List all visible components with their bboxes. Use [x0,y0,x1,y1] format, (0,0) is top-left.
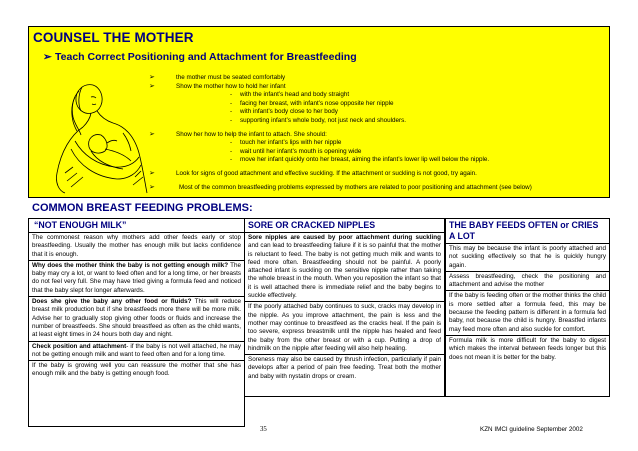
paragraph: Check position and attachment- if the baby is not well attached, he may not be getting enough milk and want to feed often and for a long time. [29,342,244,362]
column-title: “NOT ENOUGH MILK” [29,219,244,233]
sub-item: - with the infant’s head and body straight [230,91,350,99]
arrow-bullet-icon: ➢ [149,74,155,81]
column-title: SORE OR CRACKED NIPPLES [245,219,444,233]
paragraph: The commonest reason why mothers add other feeds early or stop breastfeeding. Usually the mother has enough milk but lacks confidence that it is enough. [29,233,244,261]
bullet-item: ➢ the mother must be seated comfortably [149,74,286,81]
positioning-bullets [149,74,609,192]
bullet-item: ➢ Show her how to help the infant to attach. She should: [149,130,327,138]
page-number: 35 [260,426,267,433]
sub-item: - with infant’s body close to her body [230,108,338,116]
sub-item: - wait until her infant’s mouth is opening wide [230,147,362,155]
bullet-item: ➢ Show the mother how to hold her infant [149,82,286,90]
counsel-box [28,26,610,198]
sub-item: - supporting infant’s whole body, not just neck and shoulders. [230,116,407,124]
paragraph: Formula milk is more difficult for the baby to digest which makes the interval between feeds longer but this does not mean it is better for the baby. [449,336,606,361]
paragraph: This may be because the infant is poorly attached and not suckling effectively so that he is quickly hungry again. [446,244,609,272]
arrow-bullet-icon: ➢ [149,169,155,177]
page-title: COUNSEL THE MOTHER [33,30,194,45]
arrow-bullet-icon: ➢ [43,51,52,63]
document-page [28,26,612,436]
paragraph: Sore nipples are caused by poor attachment during suckling and can lead to breastfeeding failure if it is so painful that the mother is reluctant to feed. The baby is not getting much milk and wants to feed more often. Breastfeeding should not be painful. A poorly attached infant is suckling on the sensitive nipple rather than taking the whole breast in the mouth. When you reposition the infant so that it is well attached there is immediate relief and the baby begins to suckle effectively. [245,233,444,302]
paragraph: If the baby is growing well you can reassure the mother that she has enough milk and the baby is getting enough food. [32,362,241,378]
footer-text: KZN IMCI guideline September 2002 [480,426,583,433]
not-enough-milk-column [28,218,245,427]
paragraph: If the poorly attached baby continues to suck, cracks may develop in the nipple. As you improve attachment, the pain is less and the mother may continue to breastfeed as the cracks heal. If the pain is too severe, express breastmilk until the nipple has healed and feed the baby from the other breast or with a cup. Putting a drop of hindmilk on the nipple after feeding will also help healing. [245,302,444,355]
paragraph: Why does the mother think the baby is not getting enough milk? The baby may cry a lot, or want to feed often and for a long time, or her breasts do not feel very full. She may have tried giving a formula feed and noticed that the baby slept for longer afterwards. [29,261,244,297]
arrow-bullet-icon: ➢ [149,183,155,191]
sore-nipples-column [244,218,445,397]
subtitle-text: Teach Correct Positioning and Attachment for Breastfeeding [55,51,357,63]
paragraph: Does she give the baby any other food or fluids? This will reduce breast milk production but if she breastfeeds more there will be more milk. Advise her to gradually stop giving other foods or fluids and increase the number of breastfeeds. She should breastfeed as often as the child wants, at least eight times in 24 hours both day and night. [29,297,244,341]
arrow-bullet-icon: ➢ [149,82,155,90]
section-subtitle [43,51,357,63]
paragraph: Soreness may also be caused by thrush infection, particularly if pain develops after a period of pain free feeding. Treat both the mother and baby with nystatin drops or cream. [248,356,441,380]
common-problems-heading: COMMON BREAST FEEDING PROBLEMS: [32,202,253,214]
feeds-often-column [445,218,610,397]
paragraph: Assess breastfeeding, check the positioning and attachment and advise the mother [446,272,609,292]
column-title: THE BABY FEEDS OFTEN or CRIES A LOT [446,219,609,244]
sub-item: - touch her infant’s lips with her nipple [230,139,342,147]
bullet-item: ➢ Look for signs of good attachment and effective suckling. If the attachment or suckling is not good, try again. [149,169,477,177]
bullet-item: ➢ Most of the common breastfeeding problems expressed by mothers are related to poor positioning and attachment (see below) [149,183,532,191]
paragraph: If the baby is feeding often or the mother thinks the child is more settled after a formula feed, this may be because the feeding pattern is different in a formula fed baby, not because the child is hungry. Breastfed infants may feed more often and also suckle for comfort. [446,291,609,335]
sub-item: - facing her breast, with infant’s nose opposite her nipple [230,99,394,107]
sub-item: - move her infant quickly onto her breast, aiming the infant’s lower lip well below the nipple. [230,156,490,164]
arrow-bullet-icon: ➢ [149,130,155,138]
